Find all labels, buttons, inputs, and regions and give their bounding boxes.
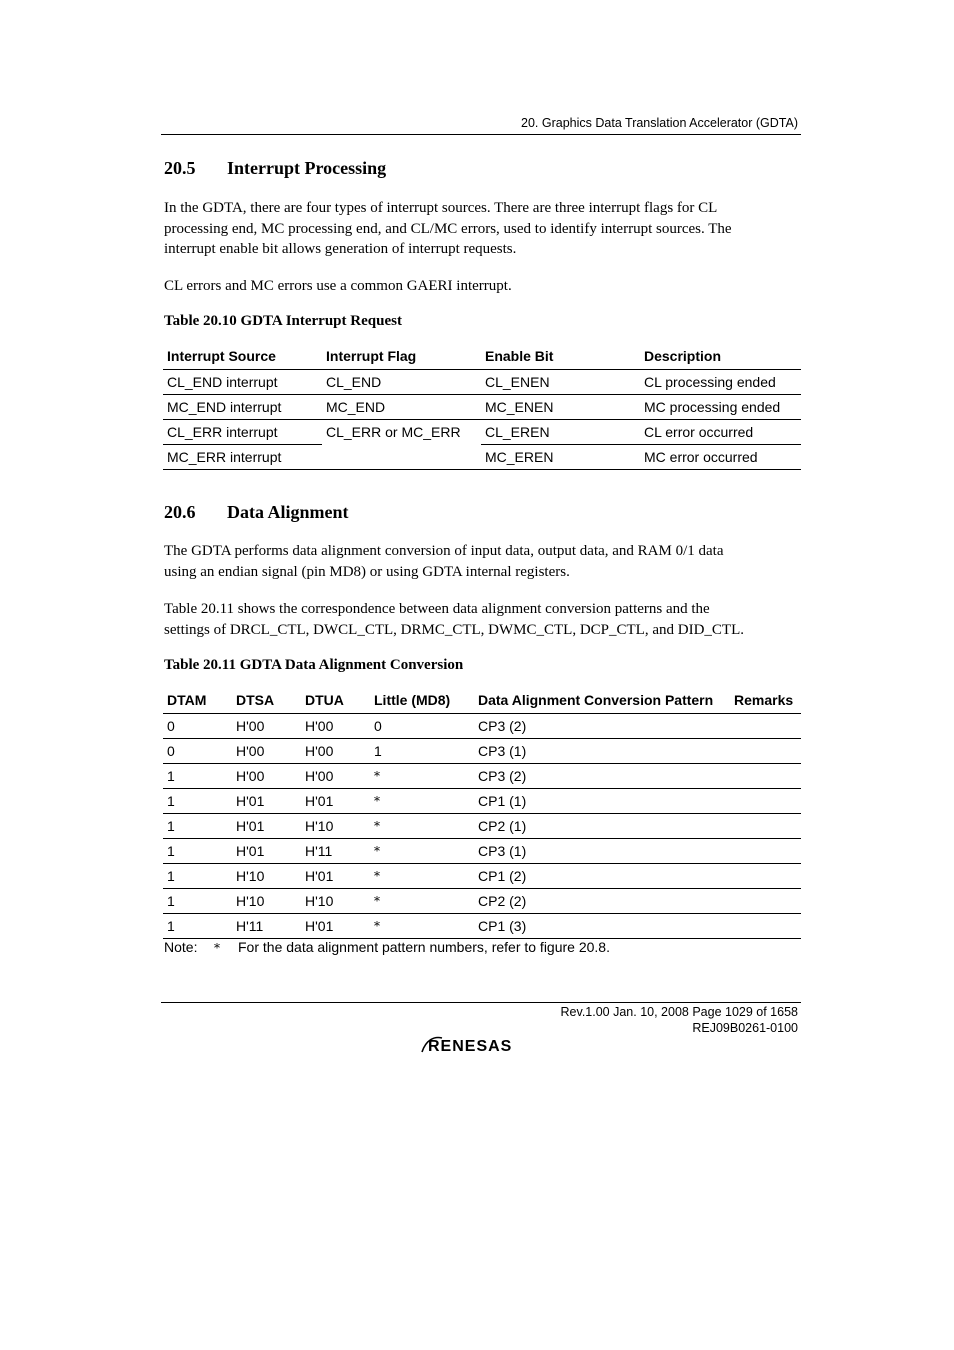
table-cell: *: [370, 839, 474, 864]
paragraph-interrupt-sources: [164, 198, 804, 260]
table-cell: [730, 814, 801, 839]
column-header: Interrupt Flag: [322, 343, 481, 370]
table-cell: H'01: [232, 789, 301, 814]
table-cell: CL_EREN: [481, 420, 640, 445]
table-cell: *: [370, 789, 474, 814]
table-row: [163, 789, 801, 814]
table-cell: 1: [370, 739, 474, 764]
table-cell: *: [370, 764, 474, 789]
section-number: 20.5: [164, 158, 196, 178]
table-cell: MC_ENEN: [481, 395, 640, 420]
section-heading-20-5: [164, 158, 386, 179]
table-cell: MC error occurred: [640, 445, 801, 470]
table-cell: H'11: [301, 839, 370, 864]
table-cell: H'01: [301, 914, 370, 939]
table-caption-20-11: Table 20.11 GDTA Data Alignment Conversion: [164, 657, 464, 673]
table-cell: H'10: [232, 889, 301, 914]
table-cell: H'00: [301, 739, 370, 764]
table-header-row: [163, 687, 801, 714]
table-cell: 1: [163, 864, 232, 889]
table-cell: [322, 445, 481, 470]
table-row: [163, 864, 801, 889]
table-cell: 1: [163, 914, 232, 939]
table-cell: H'00: [232, 739, 301, 764]
table-cell: CL_ERR or MC_ERR: [326, 424, 461, 441]
table-cell: 1: [163, 814, 232, 839]
paragraph-table-reference: [164, 599, 804, 640]
renesas-logo: [420, 1032, 544, 1058]
column-header: DTSA: [232, 687, 301, 714]
table-cell: CL error occurred: [640, 420, 801, 445]
paragraph-gaeri: CL errors and MC errors use a common GAERI interrupt.: [164, 278, 512, 294]
column-header: Remarks: [730, 687, 801, 714]
table-cell: [730, 789, 801, 814]
table-row: [163, 395, 801, 420]
table-cell: CL_ERR interrupt: [163, 420, 322, 445]
paragraph-line: processing end, MC processing end, and CL/MC errors, used to identify interrupt sources. The: [164, 220, 732, 237]
column-header: Description: [640, 343, 801, 370]
table-cell: MC_EREN: [481, 445, 640, 470]
table-cell: H'01: [232, 814, 301, 839]
table-cell: H'10: [301, 814, 370, 839]
table-cell: CP2 (2): [474, 889, 730, 914]
column-header: Enable Bit: [481, 343, 640, 370]
section-title: Interrupt Processing: [227, 158, 387, 178]
table-row: [163, 714, 801, 739]
table-cell: CL_END: [322, 370, 481, 395]
paragraph-line: Table 20.11 shows the correspondence between data alignment conversion patterns and the: [164, 601, 710, 617]
table-cell: CP3 (2): [474, 764, 730, 789]
table-cell: H'01: [232, 839, 301, 864]
section-number: 20.6: [164, 502, 196, 522]
table-cell: [730, 714, 801, 739]
section-heading-20-6: [164, 502, 349, 523]
table-row: [163, 839, 801, 864]
column-header: DTUA: [301, 687, 370, 714]
footer-rule: [161, 1002, 801, 1003]
interrupt-request-table: [163, 343, 801, 470]
table-cell: [730, 914, 801, 939]
note-text: For the data alignment pattern numbers, refer to figure 20.8.: [238, 939, 610, 955]
table-cell: H'00: [232, 714, 301, 739]
table-row: [163, 764, 801, 789]
table-cell: 1: [163, 839, 232, 864]
table-row: [163, 370, 801, 395]
table-row: [163, 914, 801, 939]
table-cell: MC_END: [322, 395, 481, 420]
table-cell: 0: [163, 739, 232, 764]
table-cell: 1: [163, 889, 232, 914]
column-header: Little (MD8): [370, 687, 474, 714]
paragraph-line: In the GDTA, there are four types of interrupt sources. There are three interrupt flags for CL: [164, 200, 718, 216]
column-header: Data Alignment Conversion Pattern: [474, 687, 730, 714]
table-cell: CP3 (2): [474, 714, 730, 739]
table-cell: 1: [163, 764, 232, 789]
footer-document-code: REJ09B0261-0100: [692, 1020, 798, 1035]
table-cell: H'10: [232, 864, 301, 889]
table-cell: CP1 (1): [474, 789, 730, 814]
column-header: DTAM: [163, 687, 232, 714]
table-cell: CL_ENEN: [481, 370, 640, 395]
table-row: [163, 889, 801, 914]
table-cell: MC_ERR interrupt: [163, 445, 322, 470]
table-cell: [730, 764, 801, 789]
table-header-row: [163, 343, 801, 370]
paragraph-line: settings of DRCL_CTL, DWCL_CTL, DRMC_CTL, DWMC_CTL, DCP_CTL, and DID_CTL.: [164, 621, 744, 638]
data-alignment-table: [163, 687, 801, 939]
table-cell: CP2 (1): [474, 814, 730, 839]
table-row: [163, 814, 801, 839]
table-row: [163, 420, 801, 445]
table-cell: CP3 (1): [474, 739, 730, 764]
table-cell: H'11: [232, 914, 301, 939]
table-cell: CP1 (3): [474, 914, 730, 939]
table-cell: H'01: [301, 864, 370, 889]
table-cell: 1: [163, 789, 232, 814]
table-cell: 0: [163, 714, 232, 739]
table-cell: CP1 (2): [474, 864, 730, 889]
section-title: Data Alignment: [227, 502, 349, 522]
table-cell: CL_END interrupt: [163, 370, 322, 395]
table-cell: H'00: [301, 764, 370, 789]
running-head: 20. Graphics Data Translation Accelerator (GDTA): [521, 116, 798, 130]
footer-revision: Rev.1.00 Jan. 10, 2008 Page 1029 of 1658: [560, 1005, 798, 1019]
table-cell: *: [370, 889, 474, 914]
table-cell: *: [370, 914, 474, 939]
column-header: Interrupt Source: [163, 343, 322, 370]
paragraph-line: interrupt enable bit allows generation of interrupt requests.: [164, 241, 517, 257]
table-cell: MC processing ended: [640, 395, 801, 420]
note-label: Note:: [164, 939, 198, 955]
paragraph-line: The GDTA performs data alignment conversion of input data, output data, and RAM 0/1 data: [164, 543, 724, 559]
logo-wordmark: RENESAS: [428, 1038, 513, 1055]
paragraph-line: using an endian signal (pin MD8) or using GDTA internal registers.: [164, 563, 570, 580]
table-cell: H'10: [301, 889, 370, 914]
table-cell: [730, 889, 801, 914]
table-cell: MC_END interrupt: [163, 395, 322, 420]
table-cell: H'00: [232, 764, 301, 789]
table-cell: H'00: [301, 714, 370, 739]
table-cell: H'01: [301, 789, 370, 814]
header-rule: [161, 134, 801, 135]
table-caption-20-10: Table 20.10 GDTA Interrupt Request: [164, 313, 402, 329]
table-cell: *: [370, 864, 474, 889]
note-marker: *: [214, 941, 220, 955]
table-row: [163, 445, 801, 470]
table-row: [163, 739, 801, 764]
table-note: [164, 939, 610, 955]
table-cell: [730, 864, 801, 889]
table-cell: 0: [370, 714, 474, 739]
table-cell: [730, 739, 801, 764]
table-cell: CL processing ended: [640, 370, 801, 395]
table-cell: *: [370, 814, 474, 839]
table-cell: [730, 839, 801, 864]
paragraph-data-alignment: [164, 541, 804, 582]
table-cell: CP3 (1): [474, 839, 730, 864]
